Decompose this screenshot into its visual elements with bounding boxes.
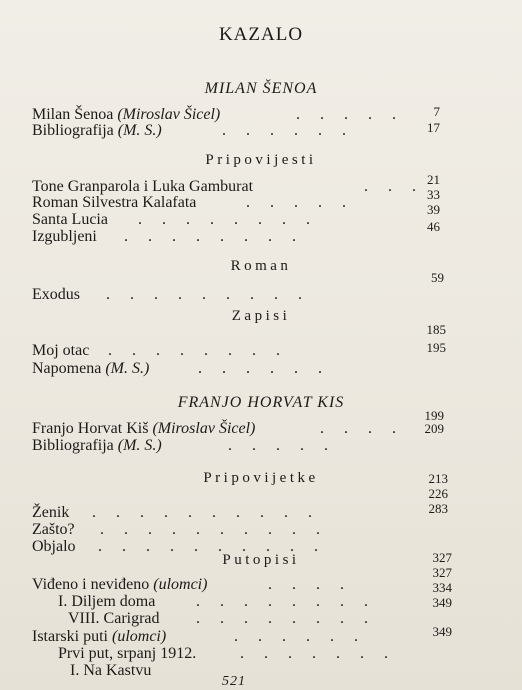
page-number: 349 bbox=[432, 595, 452, 610]
section-heading-zapisi: Zapisi bbox=[231, 308, 291, 324]
section-heading-pripovijesti: Pripovijesti bbox=[205, 152, 317, 168]
toc-entry: Tone Granparola i Luka Gamburat bbox=[32, 178, 254, 195]
dot-leader: . . . . . . . bbox=[240, 645, 396, 662]
toc-entry: Bibliografija (M. S.) bbox=[32, 122, 162, 139]
dot-leader: . . . . . . . . bbox=[196, 610, 376, 627]
section-heading-pripovijetke: Pripovijetke bbox=[203, 470, 319, 486]
page-number: 21 bbox=[427, 172, 440, 187]
dot-leader: . . . . bbox=[268, 576, 352, 593]
toc-entry: Izgubljeni bbox=[32, 228, 97, 245]
toc-entry: Napomena (M. S.) bbox=[32, 360, 150, 377]
toc-entry: I. Na Kastvu bbox=[70, 662, 152, 679]
page-number: 33 bbox=[427, 187, 440, 202]
page-number: 327 bbox=[432, 565, 452, 580]
dot-leader: . . . . . bbox=[246, 194, 354, 211]
section-heading-putopisi: Putopisi bbox=[222, 552, 300, 568]
page-number: 39 bbox=[427, 202, 440, 217]
page-number: 209 bbox=[424, 421, 444, 436]
dot-leader: . . . . . . bbox=[234, 628, 366, 645]
toc-entry: Bibliografija (M. S.) bbox=[32, 437, 162, 454]
toc-entry: Prvi put, srpanj 1912. bbox=[58, 645, 197, 662]
toc-entry: Santa Lucia bbox=[32, 211, 108, 228]
page-title: KAZALO bbox=[218, 24, 304, 45]
dot-leader: . . . . . bbox=[228, 437, 336, 454]
dot-leader: . . . . . . . . . . bbox=[100, 521, 328, 538]
page-number: 7 bbox=[433, 104, 440, 119]
page-number: 17 bbox=[427, 120, 440, 135]
page-number: 195 bbox=[426, 340, 446, 355]
toc-entry: Objalo bbox=[32, 538, 76, 555]
toc-entry: Exodus bbox=[32, 286, 80, 303]
page-number: 334 bbox=[432, 580, 452, 595]
page-number: 59 bbox=[431, 270, 444, 285]
page-number: 46 bbox=[427, 219, 440, 234]
toc-entry: VIII. Carigrad bbox=[68, 610, 160, 627]
dot-leader: . . . . . . . . . . bbox=[98, 538, 326, 555]
dot-leader: . . . . . . . . bbox=[138, 211, 318, 228]
section-heading-senoa: MILAN ŠENOA bbox=[204, 80, 318, 97]
dot-leader: . . . bbox=[364, 178, 424, 195]
toc-entry: Franjo Horvat Kiš (Miroslav Šicel) bbox=[32, 420, 256, 437]
page-number: 349 bbox=[432, 624, 452, 639]
toc-entry: Roman Silvestra Kalafata bbox=[32, 194, 197, 211]
toc-entry: Zašto? bbox=[32, 521, 75, 538]
dot-leader: . . . . . bbox=[296, 106, 404, 123]
section-heading-horvat: FRANJO HORVAT KIS bbox=[177, 394, 345, 411]
page-number: 185 bbox=[426, 322, 446, 337]
dot-leader: . . . . . . . . bbox=[196, 593, 376, 610]
toc-entry: Milan Šenoa (Miroslav Šicel) bbox=[32, 106, 221, 123]
dot-leader: . . . . bbox=[320, 420, 404, 437]
dot-leader: . . . . . . bbox=[222, 122, 354, 139]
page-number: 283 bbox=[428, 501, 448, 516]
dot-leader: . . . . . . . . . . bbox=[92, 504, 320, 521]
dot-leader: . . . . . . . . bbox=[108, 342, 288, 359]
dot-leader: . . . . . . . . . bbox=[106, 286, 310, 303]
page-number: 213 bbox=[428, 471, 448, 486]
page-number: 327 bbox=[432, 550, 452, 565]
toc-entry: Viđeno i neviđeno (ulomci) bbox=[32, 576, 208, 593]
dot-leader: . . . . . . bbox=[198, 360, 330, 377]
dot-leader: . . . . . . . . bbox=[124, 228, 304, 245]
page-number: 199 bbox=[424, 408, 444, 423]
toc-entry: I. Diljem doma bbox=[58, 593, 156, 610]
section-heading-roman: Roman bbox=[230, 258, 292, 274]
toc-entry: Istarski puti (ulomci) bbox=[32, 628, 167, 645]
toc-entry: Moj otac bbox=[32, 342, 90, 359]
toc-entry: Ženik bbox=[32, 504, 70, 521]
folio-number: 521 bbox=[222, 674, 246, 689]
page-number: 226 bbox=[428, 486, 448, 501]
